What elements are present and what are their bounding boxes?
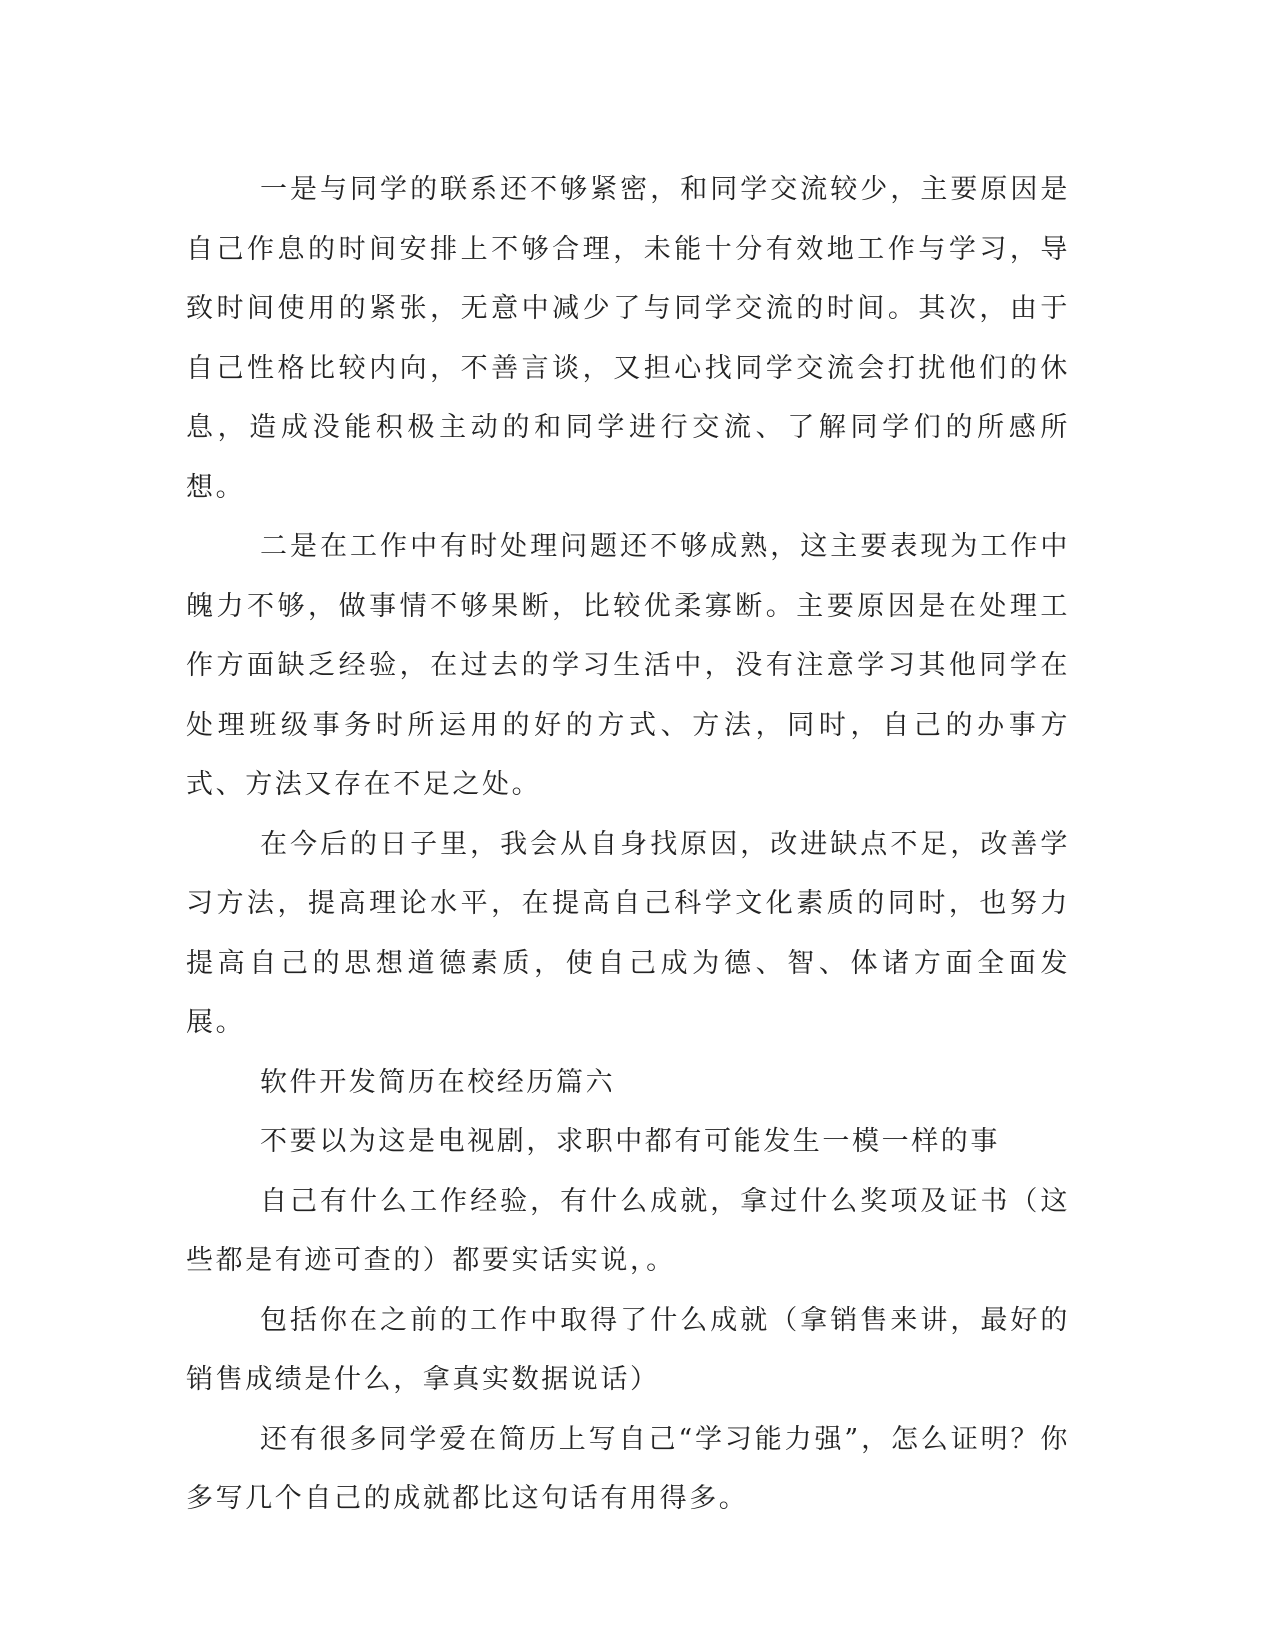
paragraph-4: 不要以为这是电视剧，求职中都有可能发生一模一样的事 bbox=[260, 1126, 1000, 1157]
paragraph-3: 在今后的日子里，我会从自身找原因，改进缺点不足，改善学习方法，提高理论水平，在提高自己科学文化素质的同时，也努力提高自己的思想道德素质，使自己成为德、智、体诸方面全面发展。 bbox=[186, 828, 1070, 1038]
paragraph-1: 一是与同学的联系还不够紧密，和同学交流较少，主要原因是自己作息的时间安排上不够合理，未能十分有效地工作与学习，导致时间使用的紧张，无意中减少了与同学交流的时间。其次，由于自己性格比较内向，不善言谈，又担心找同学交流会打扰他们的休息，造成没能积极主动的和同学进行交流、了解同学们的所感所想。 bbox=[186, 174, 1070, 503]
section-heading: 软件开发简历在校经历篇六 bbox=[260, 1066, 616, 1098]
paragraph-7: 还有很多同学爱在简历上写自己“学习能力强”，怎么证明？你多写几个自己的成就都比这句话有用得多。 bbox=[186, 1423, 1070, 1514]
paragraph-6: 包括你在之前的工作中取得了什么成就（拿销售来讲，最好的销售成绩是什么，拿真实数据说话） bbox=[186, 1304, 1070, 1395]
document-body bbox=[186, 160, 1070, 1529]
paragraph-2: 二是在工作中有时处理问题还不够成熟，这主要表现为工作中魄力不够，做事情不够果断，比较优柔寡断。主要原因是在处理工作方面缺乏经验，在过去的学习生活中，没有注意学习其他同学在处理班级事务时所运用的好的方式、方法，同时，自己的办事方式、方法又存在不足之处。 bbox=[186, 531, 1070, 800]
paragraph-5: 自己有什么工作经验，有什么成就，拿过什么奖项及证书（这些都是有迹可查的）都要实话实说，。 bbox=[186, 1185, 1070, 1276]
